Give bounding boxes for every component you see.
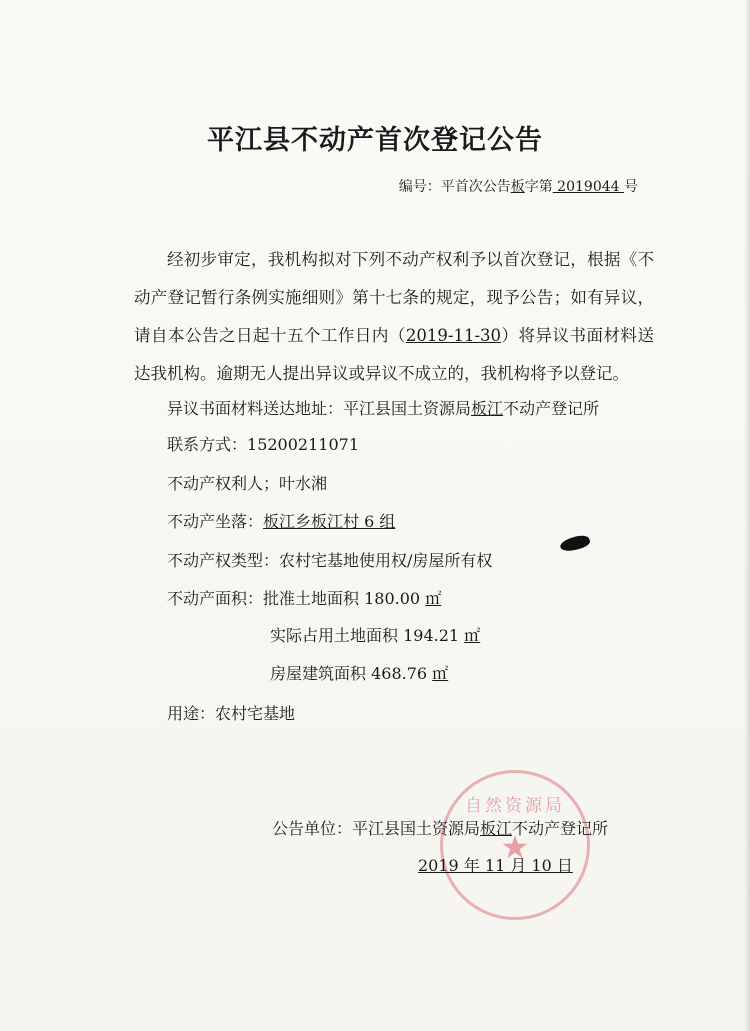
- use-label: 用途：: [167, 704, 216, 723]
- use-line: [167, 701, 295, 724]
- page-title: 平江县不动产首次登记公告: [207, 125, 543, 156]
- owner-label: 不动产权利人；: [167, 474, 280, 493]
- use-value: 农村宅基地: [215, 704, 296, 723]
- type-value: 农村宅基地使用权/房屋所有权: [279, 551, 493, 570]
- area-approved: 批准土地面积 180.00: [263, 589, 426, 608]
- issuer-board: 板江: [480, 819, 513, 838]
- location-line: [167, 509, 395, 532]
- official-seal-stamp: [440, 770, 590, 920]
- doc-number-prefix: 编号：平首次公告: [398, 179, 511, 195]
- owner-value: 叶水湘: [279, 474, 328, 493]
- type-label: 不动产权类型：: [167, 551, 280, 570]
- contact-value: 15200211071: [247, 435, 359, 454]
- stamp-text: 自然资源局: [465, 796, 565, 816]
- address-post: 不动产登记所: [503, 399, 600, 418]
- ink-smudge: [559, 533, 592, 555]
- area-building: 房屋建筑面积 468.76: [270, 664, 433, 683]
- area-unit: ㎡: [464, 626, 481, 645]
- issuer-post: 不动产登记所: [512, 819, 609, 838]
- issue-date: 2019 年 11 月 10 日: [418, 856, 573, 875]
- doc-number-value: 2019044: [552, 179, 624, 195]
- stamp-star-icon: ★: [500, 828, 530, 866]
- address-board: 板江: [471, 399, 504, 418]
- area-unit: ㎡: [432, 664, 449, 683]
- area-approved-line: [167, 586, 441, 609]
- contact-label: 联系方式：: [167, 435, 248, 454]
- issuer-label: 公告单位：: [272, 819, 353, 838]
- location-value: 板江乡板江村 6 组: [263, 512, 396, 531]
- type-line: [167, 548, 492, 571]
- location-label: 不动产坐落：: [167, 512, 264, 531]
- area-label: 不动产面积：: [167, 589, 264, 608]
- area-actual: 实际占用土地面积 194.21: [270, 626, 465, 645]
- paragraph-text: 经初步审定，我机构拟对下列不动产权利予以首次登记，根据《不动产登记暂行条例实施细则》第十七条的规定，现予公告；如有异议，请自本公告之日起十五个工作日内（: [134, 250, 654, 345]
- area-actual-line: [270, 623, 480, 646]
- doc-number-board: 板: [510, 179, 525, 195]
- area-building-line: [270, 661, 448, 684]
- owner-line: [167, 471, 327, 494]
- contact-line: [167, 432, 359, 455]
- document-number: [399, 176, 638, 196]
- issuer-pre: 平江县国土资源局: [352, 819, 481, 838]
- address-pre: 平江县国土资源局: [343, 399, 472, 418]
- address-line: [167, 396, 599, 419]
- doc-number-suffix: 号: [624, 179, 638, 195]
- deadline-date: 2019-11-30: [405, 326, 502, 345]
- address-label: 异议书面材料送达地址：: [167, 399, 344, 418]
- doc-number-mid: 字第: [524, 179, 553, 195]
- announcement-paragraph: [134, 241, 654, 393]
- issuer-line: [272, 816, 608, 839]
- area-unit: ㎡: [425, 589, 442, 608]
- paragraph-text-end: ）将异议书面材料送达我机构。逾期无人提出异议或异议不成立的，我机构将予以登记。: [134, 326, 655, 383]
